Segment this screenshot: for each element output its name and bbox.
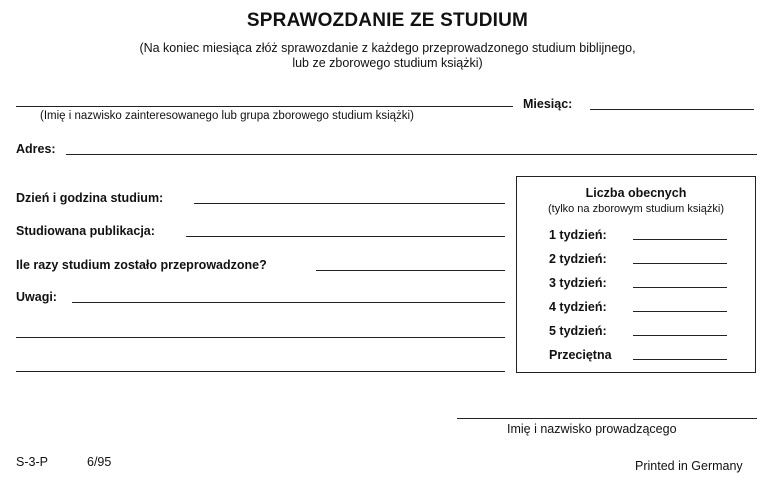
attendance-title: Liczba obecnych — [585, 186, 687, 200]
instructions-line-2: lub ze zborowego studium książki) — [292, 56, 483, 70]
week-2-label: 2 tydzień: — [549, 252, 607, 266]
week-1-field-line[interactable] — [633, 239, 727, 240]
instructions — [0, 41, 770, 71]
week-3-label: 3 tydzień: — [549, 276, 607, 290]
attendance-subtitle: (tylko na zborowym studium książki) — [547, 203, 725, 215]
week-4-label: 4 tydzień: — [549, 300, 607, 314]
day-time-field-line[interactable] — [194, 203, 505, 204]
address-field-line[interactable] — [66, 154, 757, 155]
week-5-field-line[interactable] — [633, 335, 727, 336]
day-time-label: Dzień i godzina studium: — [16, 191, 164, 205]
address-label: Adres: — [16, 142, 56, 156]
notes-label: Uwagi: — [16, 290, 57, 304]
average-label: Przeciętna — [549, 348, 612, 362]
name-field-line[interactable] — [16, 106, 513, 107]
publication-field-line[interactable] — [186, 236, 505, 237]
week-2-field-line[interactable] — [633, 263, 727, 264]
name-field-caption: (Imię i nazwisko zainteresowanego lub grupa zborowego studium książki) — [40, 110, 414, 122]
times-conducted-field-line[interactable] — [316, 270, 505, 271]
week-4-field-line[interactable] — [633, 311, 727, 312]
form-code: S-3-P — [16, 455, 48, 469]
week-5-label: 5 tydzień: — [549, 324, 607, 338]
month-label: Miesiąc: — [523, 97, 573, 111]
week-1-label: 1 tydzień: — [549, 228, 607, 242]
publication-label: Studiowana publikacja: — [16, 224, 155, 238]
times-conducted-label: Ile razy studium zostało przeprowadzone? — [16, 258, 267, 272]
page-title: SPRAWOZDANIE ZE STUDIUM — [246, 10, 529, 31]
form-date: 6/95 — [87, 455, 112, 469]
conductor-field-line[interactable] — [457, 418, 757, 419]
notes-field-line-2[interactable] — [16, 337, 505, 338]
attendance-box — [516, 176, 756, 373]
week-3-field-line[interactable] — [633, 287, 727, 288]
printed-note: Printed in Germany — [635, 459, 743, 473]
average-field-line[interactable] — [633, 359, 727, 360]
notes-field-line-3[interactable] — [16, 371, 505, 372]
notes-field-line-1[interactable] — [72, 302, 505, 303]
conductor-caption: Imię i nazwisko prowadzącego — [507, 422, 677, 436]
month-field-line[interactable] — [590, 109, 754, 110]
instructions-line-1: (Na koniec miesiąca złóż sprawozdanie z każdego przeprowadzonego studium biblijnego, — [139, 41, 636, 55]
